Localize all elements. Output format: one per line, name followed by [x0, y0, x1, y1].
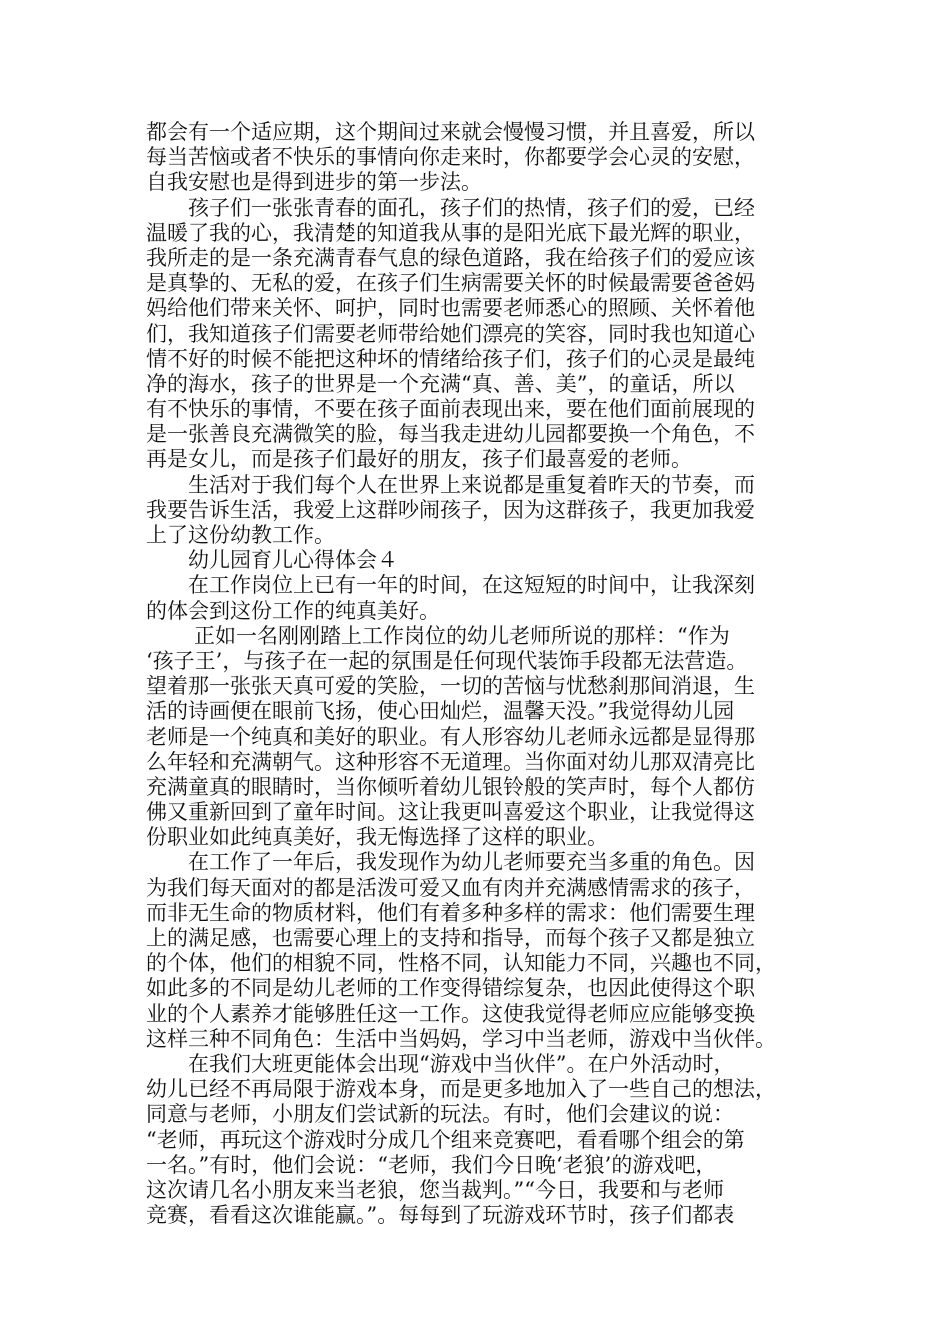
text-line: 为我们每天面对的都是活泼可爱又血有肉并充满感情需求的孩子，	[146, 875, 755, 900]
text-line: 自我安慰也是得到进步的第一步法。	[146, 170, 482, 195]
paragraph	[146, 120, 810, 196]
text-line: 有不快乐的事情，不要在孩子面前表现出来，要在他们面前展现的	[146, 397, 755, 422]
text-line: 情不好的时候不能把这种坏的情绪给孩子们，孩子们的心灵是最纯	[146, 346, 755, 371]
text-line: 妈给他们带来关怀、呵护，同时也需要老师悉心的照顾、关怀着他	[146, 296, 755, 321]
text-line: 都会有一个适应期，这个期间过来就会慢慢习惯，并且喜爱，所以	[146, 120, 755, 144]
paragraph	[146, 1052, 810, 1228]
text-line: 是真挚的、无私的爱，在孩子们生病需要关怀的时候最需要爸爸妈	[146, 271, 755, 296]
text-line: 正如一名刚刚踏上工作岗位的幼儿老师所说的那样：“作为	[194, 623, 730, 648]
paragraph	[146, 850, 810, 1052]
text-line: 上的满足感，也需要心理上的支持和指导，而每个孩子又都是独立	[146, 926, 755, 950]
text-line: 这样三种不同角色：生活中当妈妈，学习中当老师，游戏中当伙伴。	[146, 1026, 776, 1051]
text-line: 我要告诉生活，我爱上这群吵闹孩子，因为这群孩子，我更加我爱	[146, 497, 755, 522]
text-line: 一名。”有时，他们会说：“老师，我们今日晚‘老狼’的游戏吧，	[146, 1152, 717, 1177]
heading-text: 幼儿园育儿心得体会４	[188, 548, 398, 573]
text-line: 份职业如此纯真美好，我无悔选择了这样的职业。	[146, 825, 608, 850]
section-heading	[146, 548, 810, 573]
text-line: 们，我知道孩子们需要老师带给她们漂亮的笑容，同时我也知道心	[146, 321, 755, 346]
paragraph	[146, 196, 810, 473]
text-line: ‘孩子王’，与孩子在一起的氛围是任何现代装饰手段都无法营造。	[146, 648, 748, 673]
text-line: 竞赛，看看这次谁能赢。”。每每到了玩游戏环节时，孩子们都表	[146, 1203, 735, 1228]
text-line: 的个体，他们的相貌不同，性格不同，认知能力不同，兴趣也不同，	[146, 951, 776, 976]
text-line: 么年轻和充满朝气。这种形容不无道理。当你面对幼儿那双清亮比	[146, 749, 755, 774]
text-line: 孩子们一张张青春的面孔，孩子们的热情，孩子们的爱，已经	[188, 195, 755, 220]
text-line: 生活对于我们每个人在世界上来说都是重复着昨天的节奏，而	[188, 472, 755, 497]
text-line: 我所走的是一条充满青春气息的绿色道路，我在给孩子们的爱应该	[146, 245, 755, 270]
text-line: 老师是一个纯真和美好的职业。有人形容幼儿老师永远都是显得那	[146, 724, 755, 749]
text-line: 活的诗画便在眼前飞扬，使心田灿烂，温馨天没。”我觉得幼儿园	[146, 699, 735, 724]
text-line: 业的个人素养才能够胜任这一工作。这使我觉得老师应应能够变换	[146, 1001, 755, 1026]
text-line: 这次请几名小朋友来当老狼，您当裁判。”“今日，我要和与老师	[146, 1177, 724, 1202]
text-line: “老师，再玩这个游戏时分成几个组来竞赛吧，看看哪个组会的第	[146, 1127, 745, 1152]
paragraph	[146, 624, 810, 851]
paragraph	[146, 473, 810, 549]
text-line: 充满童真的眼睛时，当你倾听着幼儿银铃般的笑声时，每个人都仿	[146, 774, 755, 799]
text-line: 在工作岗位上已有一年的时间，在这短短的时间中，让我深刻	[188, 573, 755, 598]
text-line: 同意与老师，小朋友们尝试新的玩法。有时，他们会建议的说：	[146, 1102, 734, 1127]
text-line: 再是女儿，而是孩子们最好的朋友，孩子们最喜爱的老师。	[146, 447, 692, 472]
document-body	[146, 120, 810, 1228]
paragraph	[146, 573, 810, 623]
text-line: 在我们大班更能体会出现“游戏中当伙伴”。在户外活动时，	[188, 1051, 735, 1076]
text-line: 每当苦恼或者不快乐的事情向你走来时，你都要学会心灵的安慰，	[146, 145, 755, 170]
text-line: 而非无生命的物质材料，他们有着多种多样的需求：他们需要生理	[146, 900, 755, 925]
text-line: 的体会到这份工作的纯真美好。	[146, 598, 440, 623]
text-line: 在工作了一年后，我发现作为幼儿老师要充当多重的角色。因	[188, 850, 755, 875]
text-line: 上了这份幼教工作。	[146, 523, 335, 547]
text-line: 望着那一张张天真可爱的笑脸，一切的苦恼与忧愁刹那间消退，生	[146, 674, 755, 699]
text-line: 如此多的不同是幼儿老师的工作变得错综复杂，也因此使得这个职	[146, 976, 755, 1001]
text-line: 温暖了我的心，我清楚的知道我从事的是阳光底下最光辉的职业，	[146, 220, 755, 245]
text-line: 佛又重新回到了童年时间。这让我更叫喜爱这个职业，让我觉得这	[146, 800, 755, 825]
text-line: 幼儿已经不再局限于游戏本身，而是更多地加入了一些自己的想法，	[146, 1077, 776, 1102]
text-line: 是一张善良充满微笑的脸，每当我走进幼儿园都要换一个角色，不	[146, 422, 755, 447]
text-line: 净的海水，孩子的世界是一个充满“真、善、美”，的童话，所以	[146, 371, 735, 396]
